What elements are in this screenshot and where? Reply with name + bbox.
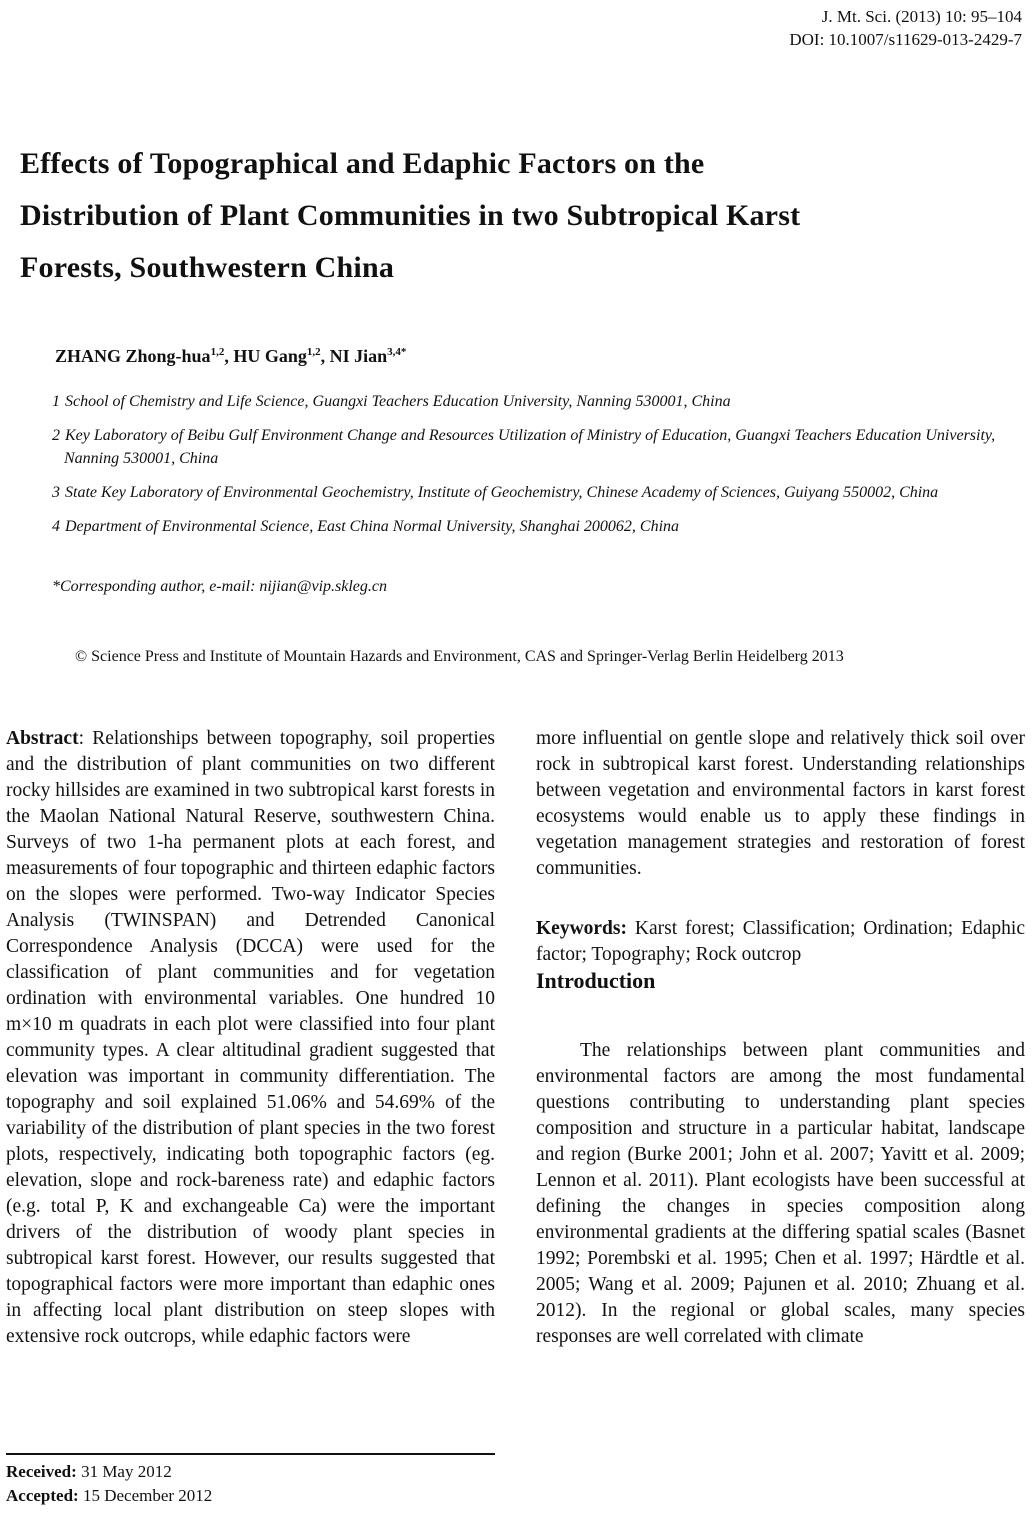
- journal-header: [789, 5, 1022, 51]
- introduction-paragraph: The relationships between plant communities and environmental factors are among the most fundamental questions contributing to understanding plant species composition and structure in a particular habitat, landscape and region (Burke 2001; John et al. 2007; Yavitt et al. 2009; Lennon et al. 2011). Plant ecologists have been successful at defining the changes in species composition along environmental gradients at the differing spatial scales (Basnet 1992; Porembski et al. 1995; Chen et al. 1997; Härdtle et al. 2005; Wang et al. 2009; Pajunen et al. 2010; Zhuang et al. 2012). In the regional or global scales, many species responses are well correlated with climate: [536, 1040, 1025, 1347]
- copyright-line: © Science Press and Institute of Mountain Hazards and Environment, CAS and Springer-Verlag Berlin Heidelberg 2013: [75, 648, 844, 665]
- abstract-paragraph: [6, 726, 495, 1350]
- keywords-paragraph: [536, 916, 1025, 968]
- right-column: [536, 726, 1025, 1350]
- received-date: 31 May 2012: [76, 1462, 172, 1481]
- author-separator: ,: [224, 346, 234, 366]
- affiliation-text: Key Laboratory of Beibu Gulf Environment Change and Resources Utilization of Ministry of Education, Guangxi Teachers Education University, Nanning 530001, China: [64, 427, 996, 467]
- keywords-label: Keywords:: [536, 918, 627, 939]
- introduction-heading: Introduction: [536, 968, 656, 993]
- affiliation-1: [52, 390, 1010, 413]
- affiliation-4: [52, 515, 1010, 538]
- abstract-label: Abstract: [6, 728, 79, 749]
- abstract-continuation: more influential on gentle slope and relatively thick soil over rock in subtropical karst forest. Understanding relationships between vegetation and environmental factors in karst forest ecosystems would enable us to apply these findings in vegetation management strategies and restoration of forest communities.: [536, 728, 1025, 879]
- left-column: [6, 726, 495, 1350]
- affiliation-2: [52, 424, 1010, 470]
- dates-footnote: [6, 1453, 495, 1508]
- author-name-3: NI Jian: [329, 346, 388, 366]
- doi: DOI: 10.1007/s11629-013-2429-7: [789, 30, 1022, 49]
- author-affil-marker-1: 1,2: [210, 346, 225, 358]
- journal-citation: J. Mt. Sci. (2013) 10: 95–104: [821, 7, 1022, 26]
- accepted-date: 15 December 2012: [78, 1486, 213, 1505]
- abstract-text-part1: : Relationships between topography, soil properties and the distribution of plant communities on two different rocky hillsides are examined in two subtropical karst forests in the Maolan National Natural Reserve, southwestern China. Surveys of two 1-ha permanent plots at each forest, and measurements of four topographic and thirteen edaphic factors on the slopes were performed. Two-way Indicator Species Analysis (TWINSPAN) and Detrended Canonical Correspondence Analysis (DCCA) were used for the classification of plant communities and for vegetation ordination with environmental variables. One hundred 10 m×10 m quadrats in each plot were classified into four plant community types. A clear altitudinal gradient suggested that elevation was important in community differentiation. The topography and soil explained 51.06% and 54.69% of the variability of the distribution of plant species in the two forest plots, respectively, indicating both topographic factors (eg. elevation, slope and rock-bareness rate) and edaphic factors (e.g. total P, K and exchangeable Ca) were the important drivers of the distribution of woody plant species in subtropical karst forest. However, our results suggested that topographical factors were more important than edaphic ones in affecting local plant distribution on steep slopes with extensive rock outcrops, while edaphic factors were: [6, 728, 496, 1347]
- two-column-body: [6, 726, 1025, 1350]
- author-affil-marker-2: 1,2: [306, 346, 321, 358]
- author-name-1: ZHANG Zhong-hua: [55, 346, 211, 366]
- title-line-2: Distribution of Plant Communities in two Subtropical Karst: [20, 199, 801, 232]
- author-name-2: HU Gang: [233, 346, 307, 366]
- article-title: [20, 138, 1024, 294]
- affiliation-text: School of Chemistry and Life Science, Guangxi Teachers Education University, Nanning 530001, China: [65, 393, 731, 410]
- received-line: [6, 1460, 495, 1484]
- affiliation-text: State Key Laboratory of Environmental Geochemistry, Institute of Geochemistry, Chinese Academy of Sciences, Guiyang 550002, China: [65, 484, 939, 501]
- affiliation-number: 4: [52, 518, 60, 535]
- received-label: Received:: [6, 1462, 77, 1481]
- corresponding-author-note: *Corresponding author, e-mail: nijian@vip.skleg.cn: [52, 578, 387, 595]
- title-line-3: Forests, Southwestern China: [20, 251, 395, 284]
- affiliation-number: 3: [52, 484, 60, 501]
- author-affil-marker-3: 3,4*: [387, 346, 407, 358]
- affiliation-number: 1: [52, 393, 60, 410]
- affiliation-number: 2: [52, 427, 60, 444]
- keywords-text: Karst forest; Classification; Ordination; Edaphic factor; Topography; Rock outcrop: [536, 918, 1025, 965]
- accepted-line: [6, 1484, 495, 1508]
- affiliation-text: Department of Environmental Science, East China Normal University, Shanghai 200062, China: [65, 518, 680, 535]
- affiliation-list: [52, 390, 1010, 549]
- affiliation-3: [52, 481, 1010, 504]
- title-line-1: Effects of Topographical and Edaphic Factors on the: [20, 147, 705, 180]
- author-list: [55, 346, 406, 367]
- accepted-label: Accepted:: [6, 1486, 79, 1505]
- author-separator: ,: [320, 346, 330, 366]
